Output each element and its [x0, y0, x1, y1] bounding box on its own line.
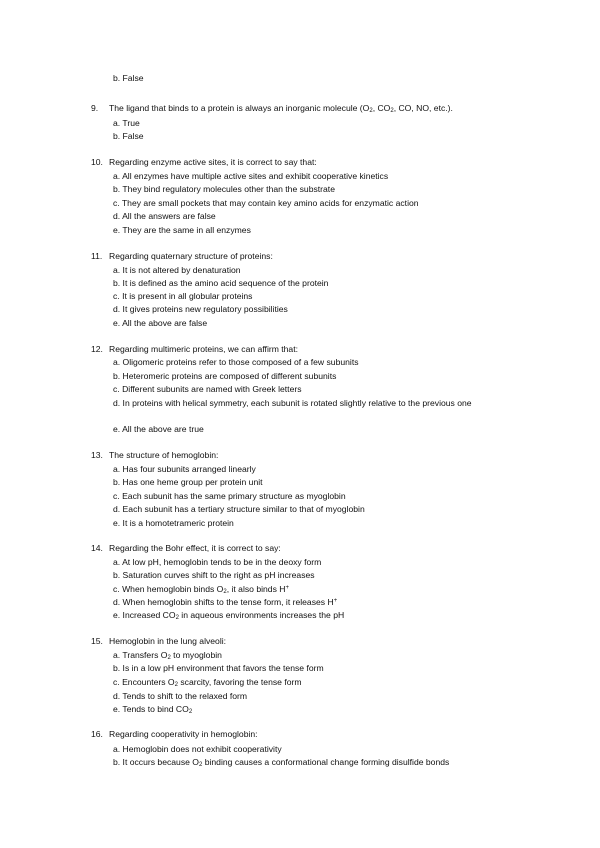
option-c: c. They are small pockets that may contain key amino acids for enzymatic action: [113, 198, 419, 208]
question-10: [91, 157, 317, 168]
question-13: [91, 450, 218, 461]
option-d: d. Each subunit has a tertiary structure similar to that of myoglobin: [113, 504, 365, 514]
question-number: 16.: [91, 729, 103, 739]
option-a: a. Has four subunits arranged linearly: [113, 464, 256, 474]
option-b: b. It occurs because $O_2$ binding causes a conformational change forming disulfide bonds: [113, 757, 450, 768]
question-number: 12.: [91, 344, 103, 354]
option-c: c. It is present in all globular proteins: [113, 291, 253, 301]
question-12: [91, 344, 298, 355]
option-b: b. They bind regulatory molecules other than the substrate: [113, 184, 335, 194]
question-9: [91, 103, 453, 114]
question-stem: The structure of hemoglobin:: [109, 450, 219, 460]
question-stem: Regarding multimeric proteins, we can affirm that:: [109, 344, 298, 354]
option-d: d. When hemoglobin shifts to the tense form, it releases H+: [113, 597, 338, 607]
question-stem: Regarding enzyme active sites, it is correct to say that:: [109, 157, 317, 167]
option-d: d. In proteins with helical symmetry, each subunit is rotated slightly relative to the previous one: [113, 398, 472, 408]
option-c: c. When hemoglobin binds $O_2$, it also binds H+: [113, 584, 289, 595]
question-15: [91, 636, 226, 647]
question-11: [91, 251, 273, 262]
question-16: [91, 729, 258, 740]
option-b: b. Heteromeric proteins are composed of different subunits: [113, 371, 337, 381]
question-number: 14.: [91, 543, 103, 553]
option-c: c. Different subunits are named with Greek letters: [113, 384, 302, 394]
option-b-false: b. False: [113, 73, 144, 83]
question-14: [91, 543, 281, 554]
option-a: a. Transfers $O_2$ to myoglobin: [113, 650, 222, 661]
option-e: e. They are the same in all enzymes: [113, 225, 251, 235]
option-d: d. It gives proteins new regulatory possibilities: [113, 304, 288, 314]
option-a: a. Hemoglobin does not exhibit cooperativity: [113, 744, 282, 754]
option-e: e. Tends to bind $CO_2$: [113, 704, 193, 715]
option-b: b. False: [113, 131, 144, 141]
question-number: 13.: [91, 450, 103, 460]
question-number: 15.: [91, 636, 103, 646]
option-a: a. True: [113, 118, 140, 128]
question-stem: Regarding quaternary structure of proteins:: [109, 251, 273, 261]
question-number: 9.: [91, 103, 99, 113]
option-e: e. All the above are true: [113, 424, 204, 434]
option-d: d. Tends to shift to the relaxed form: [113, 691, 248, 701]
option-b: b. It is defined as the amino acid sequence of the protein: [113, 278, 329, 288]
option-e: e. Increased $CO_2$ in aqueous environments increases the pH: [113, 610, 345, 621]
question-stem: Regarding the Bohr effect, it is correct to say:: [109, 543, 281, 553]
question-number: 11.: [91, 251, 103, 261]
option-b: b. Is in a low pH environment that favors the tense form: [113, 663, 324, 673]
option-e: e. It is a homotetrameric protein: [113, 518, 234, 528]
option-b: b. Has one heme group per protein unit: [113, 477, 263, 487]
question-number: 10.: [91, 157, 103, 167]
option-e: e. All the above are false: [113, 318, 208, 328]
option-b: b. Saturation curves shift to the right as pH increases: [113, 570, 315, 580]
option-a: a. It is not altered by denaturation: [113, 265, 241, 275]
option-d: d. All the answers are false: [113, 211, 216, 221]
option-a: a. Oligomeric proteins refer to those composed of a few subunits: [113, 357, 359, 367]
question-stem: Regarding cooperativity in hemoglobin:: [109, 729, 258, 739]
option-a: a. At low pH, hemoglobin tends to be in the deoxy form: [113, 557, 322, 567]
option-c: c. Encounters $O_2$ scarcity, favoring the tense form: [113, 677, 302, 688]
option-a: a. All enzymes have multiple active sites and exhibit cooperative kinetics: [113, 171, 389, 181]
option-c: c. Each subunit has the same primary structure as myoglobin: [113, 491, 346, 501]
question-stem: Hemoglobin in the lung alveoli:: [109, 636, 227, 646]
question-stem: The ligand that binds to a protein is always an inorganic molecule ($O_2$, $CO_2$, CO, NO, etc.).: [109, 103, 453, 114]
